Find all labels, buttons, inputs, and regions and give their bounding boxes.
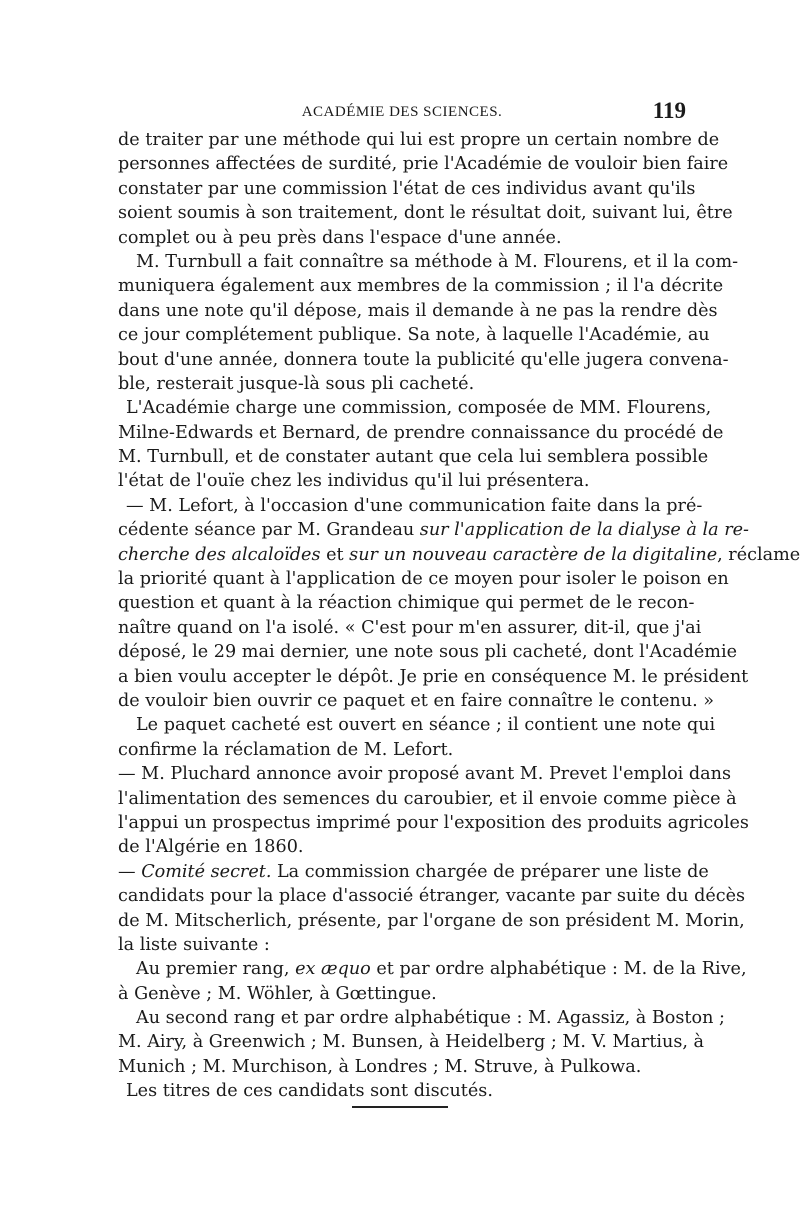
- text-line: Le paquet cacheté est ouvert en séance ; il contient une note qui: [136, 715, 716, 736]
- text-span: et par ordre alphabétique : M. de la Rive,: [370, 959, 747, 980]
- text-span: cédente séance par M. Grandeau: [118, 520, 420, 541]
- text-line: question et quant à la réaction chimique qui permet de le recon-: [118, 593, 695, 614]
- text-line: ce jour complétement publique. Sa note, à laquelle l'Académie, au: [118, 325, 710, 346]
- text-line: déposé, le 29 mai dernier, une note sous pli cacheté, dont l'Académie: [118, 642, 737, 663]
- text-line: M. Turnbull, et de constater autant que cela lui semblera possible: [118, 447, 709, 468]
- text-line: soient soumis à son traitement, dont le résultat doit, suivant lui, être: [118, 203, 733, 224]
- text-line: personnes affectées de surdité, prie l'Académie de vouloir bien faire: [118, 154, 729, 175]
- text-line: la liste suivante :: [118, 934, 270, 955]
- text-line: muniquera également aux membres de la commission ; il l'a décrite: [118, 276, 724, 297]
- text-line: de vouloir bien ouvrir ce paquet et en faire connaître le contenu. »: [118, 690, 715, 711]
- running-title: ACADÉMIE DES SCIENCES.: [301, 104, 503, 120]
- italic-title: sur un nouveau caractère de la digitaline: [349, 544, 718, 565]
- text-line: la priorité quant à l'application de ce moyen pour isoler le poison en: [118, 569, 729, 590]
- text-line: l'appui un prospectus imprimé pour l'exposition des produits agricoles: [118, 812, 749, 833]
- text-line: Munich ; M. Murchison, à Londres ; M. Struve, à Pulkowa.: [118, 1056, 642, 1077]
- text-line: Les titres de ces candidats sont discutés.: [126, 1081, 493, 1102]
- text-line: bout d'une année, donnera toute la publicité qu'elle jugera convena-: [118, 349, 729, 370]
- text-line: dans une note qu'il dépose, mais il demande à ne pas la rendre dès: [118, 300, 718, 321]
- body-text: [118, 128, 800, 1104]
- text-line: a bien voulu accepter le dépôt. Je prie en conséquence M. le président: [118, 666, 749, 687]
- text-line: [118, 860, 709, 884]
- running-head: [118, 98, 686, 128]
- text-line: l'état de l'ouïe chez les individus qu'il lui présentera.: [118, 471, 590, 492]
- text-line: de l'Algérie en 1860.: [118, 837, 304, 858]
- text-line: — M. Pluchard annonce avoir proposé avant M. Prevet l'emploi dans: [118, 764, 732, 785]
- text-line: [118, 518, 749, 542]
- text-span: —: [118, 861, 142, 882]
- text-line: constater par une commission l'état de ces individus avant qu'ils: [118, 178, 696, 199]
- italic-title: sur l'application de la dialyse à la re-: [419, 520, 749, 541]
- text-span: et: [320, 544, 350, 565]
- italic-heading: Comité secret.: [141, 861, 272, 882]
- text-line: de traiter par une méthode qui lui est propre un certain nombre de: [118, 130, 720, 150]
- text-line: de M. Mitscherlich, présente, par l'organe de son président M. Morin,: [118, 910, 745, 931]
- text-span: , réclame: [717, 544, 800, 565]
- text-span: Au premier rang,: [136, 959, 296, 980]
- text-line: — M. Lefort, à l'occasion d'une communication faite dans la pré-: [126, 495, 703, 516]
- text-line: M. Airy, à Greenwich ; M. Bunsen, à Heidelberg ; M. V. Martius, à: [118, 1032, 705, 1053]
- text-line: complet ou à peu près dans l'espace d'une année.: [118, 227, 562, 248]
- text-line: Milne-Edwards et Bernard, de prendre connaissance du procédé de: [118, 422, 724, 443]
- end-rule: [352, 1106, 448, 1108]
- text-line: à Genève ; M. Wöhler, à Gœttingue.: [118, 983, 437, 1004]
- text-line: Au second rang et par ordre alphabétique : M. Agassiz, à Boston ;: [136, 1008, 725, 1029]
- text-line: l'alimentation des semences du caroubier, et il envoie comme pièce à: [118, 788, 737, 809]
- text-line: M. Turnbull a fait connaître sa méthode à M. Flourens, et il la com-: [136, 251, 739, 272]
- page-number: 119: [652, 98, 686, 123]
- text-line: confirme la réclamation de M. Lefort.: [118, 739, 454, 760]
- text-span: La commission chargée de préparer une liste de: [271, 861, 709, 882]
- text-line: ble, resterait jusque-là sous pli cacheté.: [118, 373, 475, 394]
- text-line: naître quand on l'a isolé. « C'est pour m'en assurer, dit-il, que j'ai: [118, 617, 702, 638]
- text-line: L'Académie charge une commission, composée de MM. Flourens,: [126, 398, 712, 419]
- text-line: [118, 957, 747, 981]
- text-line: candidats pour la place d'associé étranger, vacante par suite du décès: [118, 886, 746, 907]
- italic-title: cherche des alcaloïdes: [118, 544, 321, 565]
- italic-phrase: ex æquo: [295, 959, 371, 980]
- text-line: [118, 543, 800, 567]
